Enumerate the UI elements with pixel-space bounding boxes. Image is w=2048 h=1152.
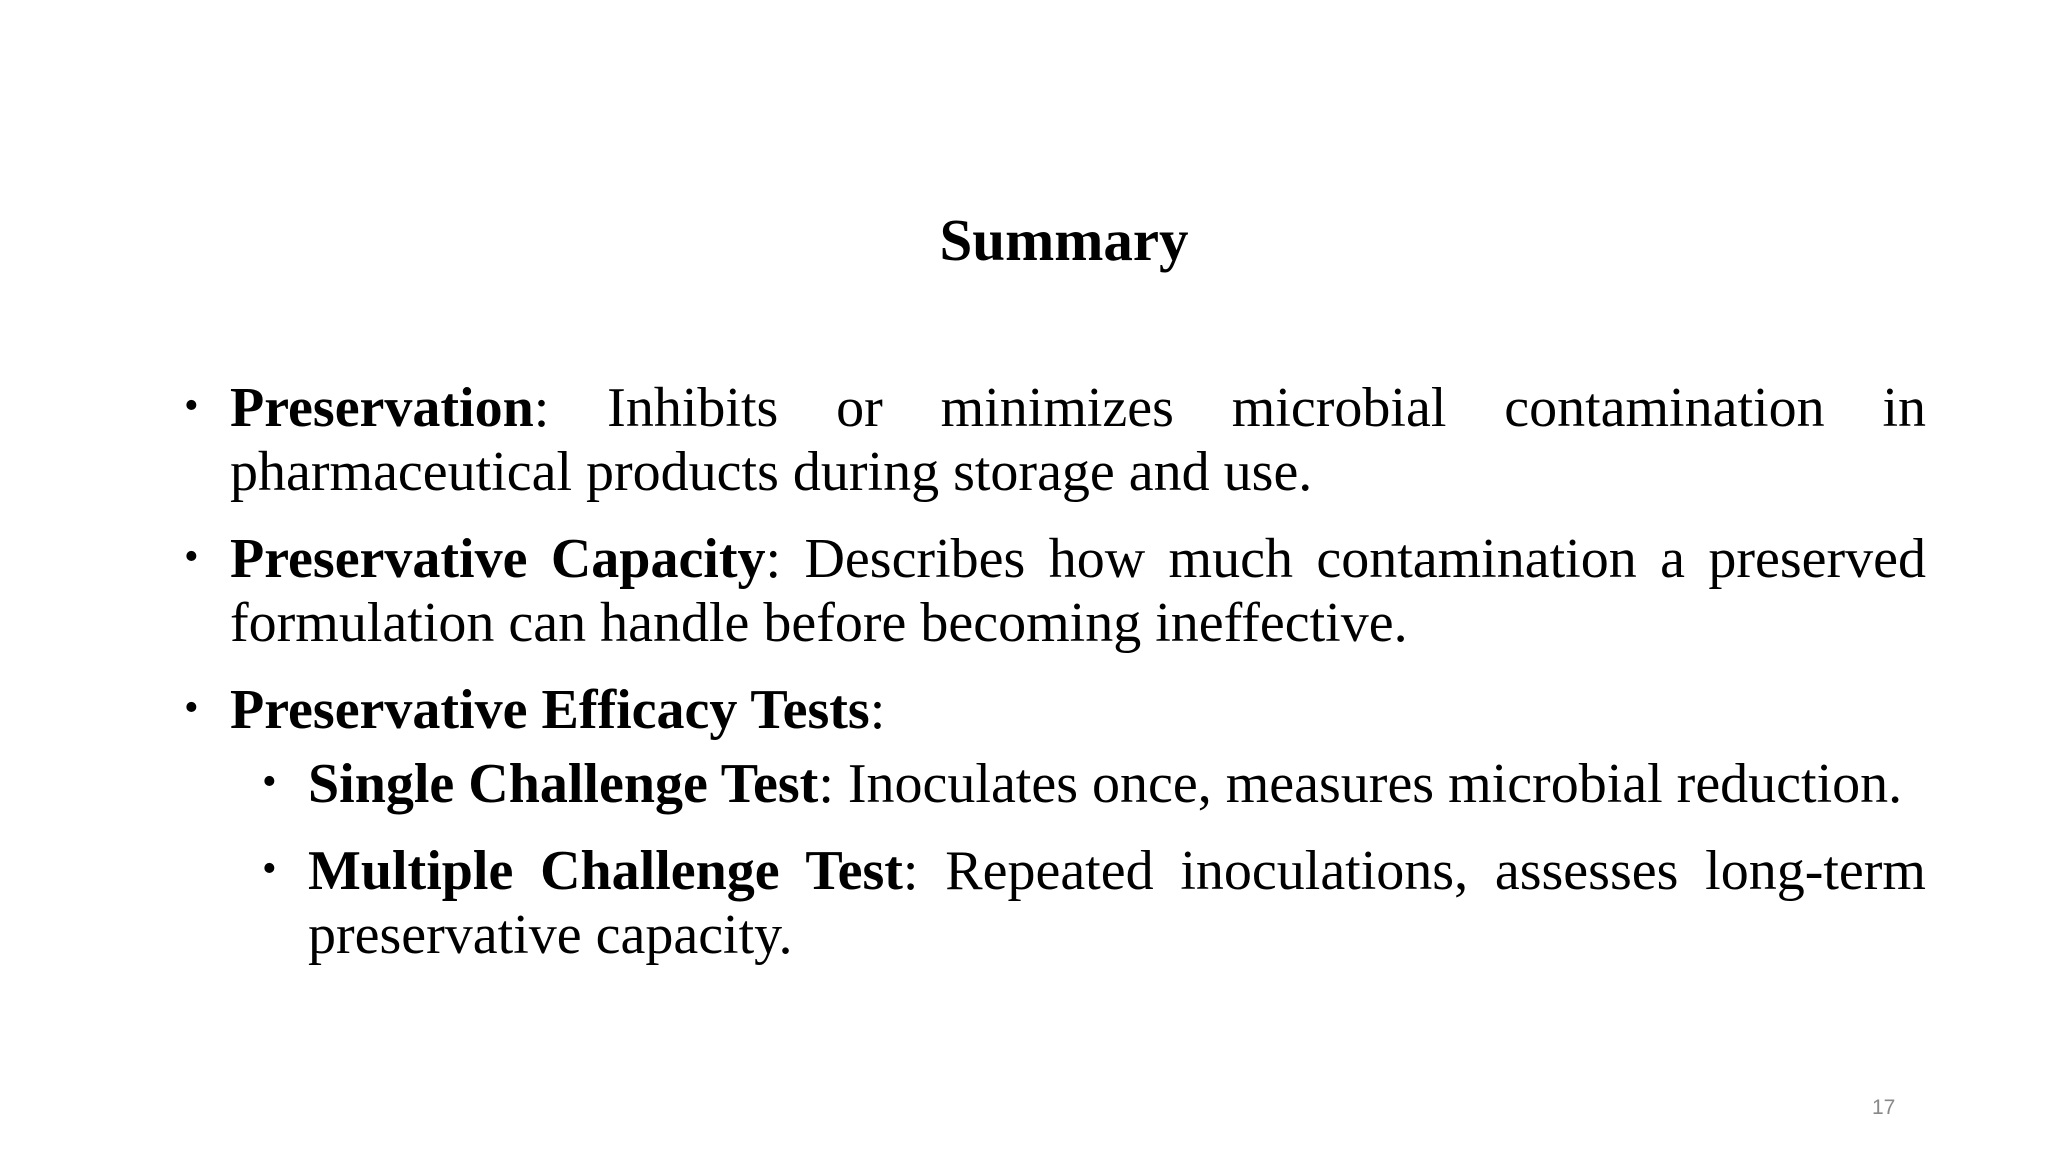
term-preservative-capacity: Preservative Capacity bbox=[230, 528, 766, 590]
sub-bullet-single-challenge-test bbox=[256, 752, 1926, 816]
page-number: 17 bbox=[1872, 1096, 1896, 1119]
term-multiple-challenge-test: Multiple Challenge Test bbox=[308, 840, 903, 902]
bullet-glyph: • bbox=[262, 846, 277, 892]
term-separator: : bbox=[818, 753, 834, 815]
bullet-glyph: • bbox=[262, 759, 277, 805]
sub-bullet-multiple-challenge-test bbox=[256, 839, 1926, 967]
bullet-preservative-capacity bbox=[178, 527, 1926, 655]
term-separator: : bbox=[533, 377, 550, 439]
term-separator: : bbox=[902, 840, 919, 902]
sub-bullet-text: Repeated inoculations, assesses long-term preservative capacity. bbox=[308, 840, 1926, 966]
bullet-preservation bbox=[178, 376, 1926, 504]
bullet-preservative-efficacy-tests bbox=[178, 678, 1926, 967]
term-single-challenge-test: Single Challenge Test bbox=[308, 753, 819, 815]
bullet-list bbox=[178, 376, 1926, 990]
term-separator: : bbox=[869, 679, 886, 741]
sub-bullet-text: Inoculates once, measures microbial reduction. bbox=[833, 753, 1903, 815]
bullet-text: Inhibits or minimizes microbial contamination in pharmaceutical products during storage and use. bbox=[230, 377, 1926, 503]
bullet-glyph: • bbox=[184, 383, 199, 429]
bullet-text: Describes how much contamination a preserved formulation can handle before becoming ineffective. bbox=[230, 528, 1927, 654]
bullet-glyph: • bbox=[184, 534, 199, 580]
slide-title: Summary bbox=[939, 207, 1189, 273]
bullet-glyph: • bbox=[184, 685, 199, 731]
term-preservation: Preservation bbox=[230, 377, 534, 439]
sub-bullet-list bbox=[230, 752, 1926, 967]
term-preservative-efficacy-tests: Preservative Efficacy Tests bbox=[230, 679, 870, 741]
term-separator: : bbox=[765, 528, 782, 590]
